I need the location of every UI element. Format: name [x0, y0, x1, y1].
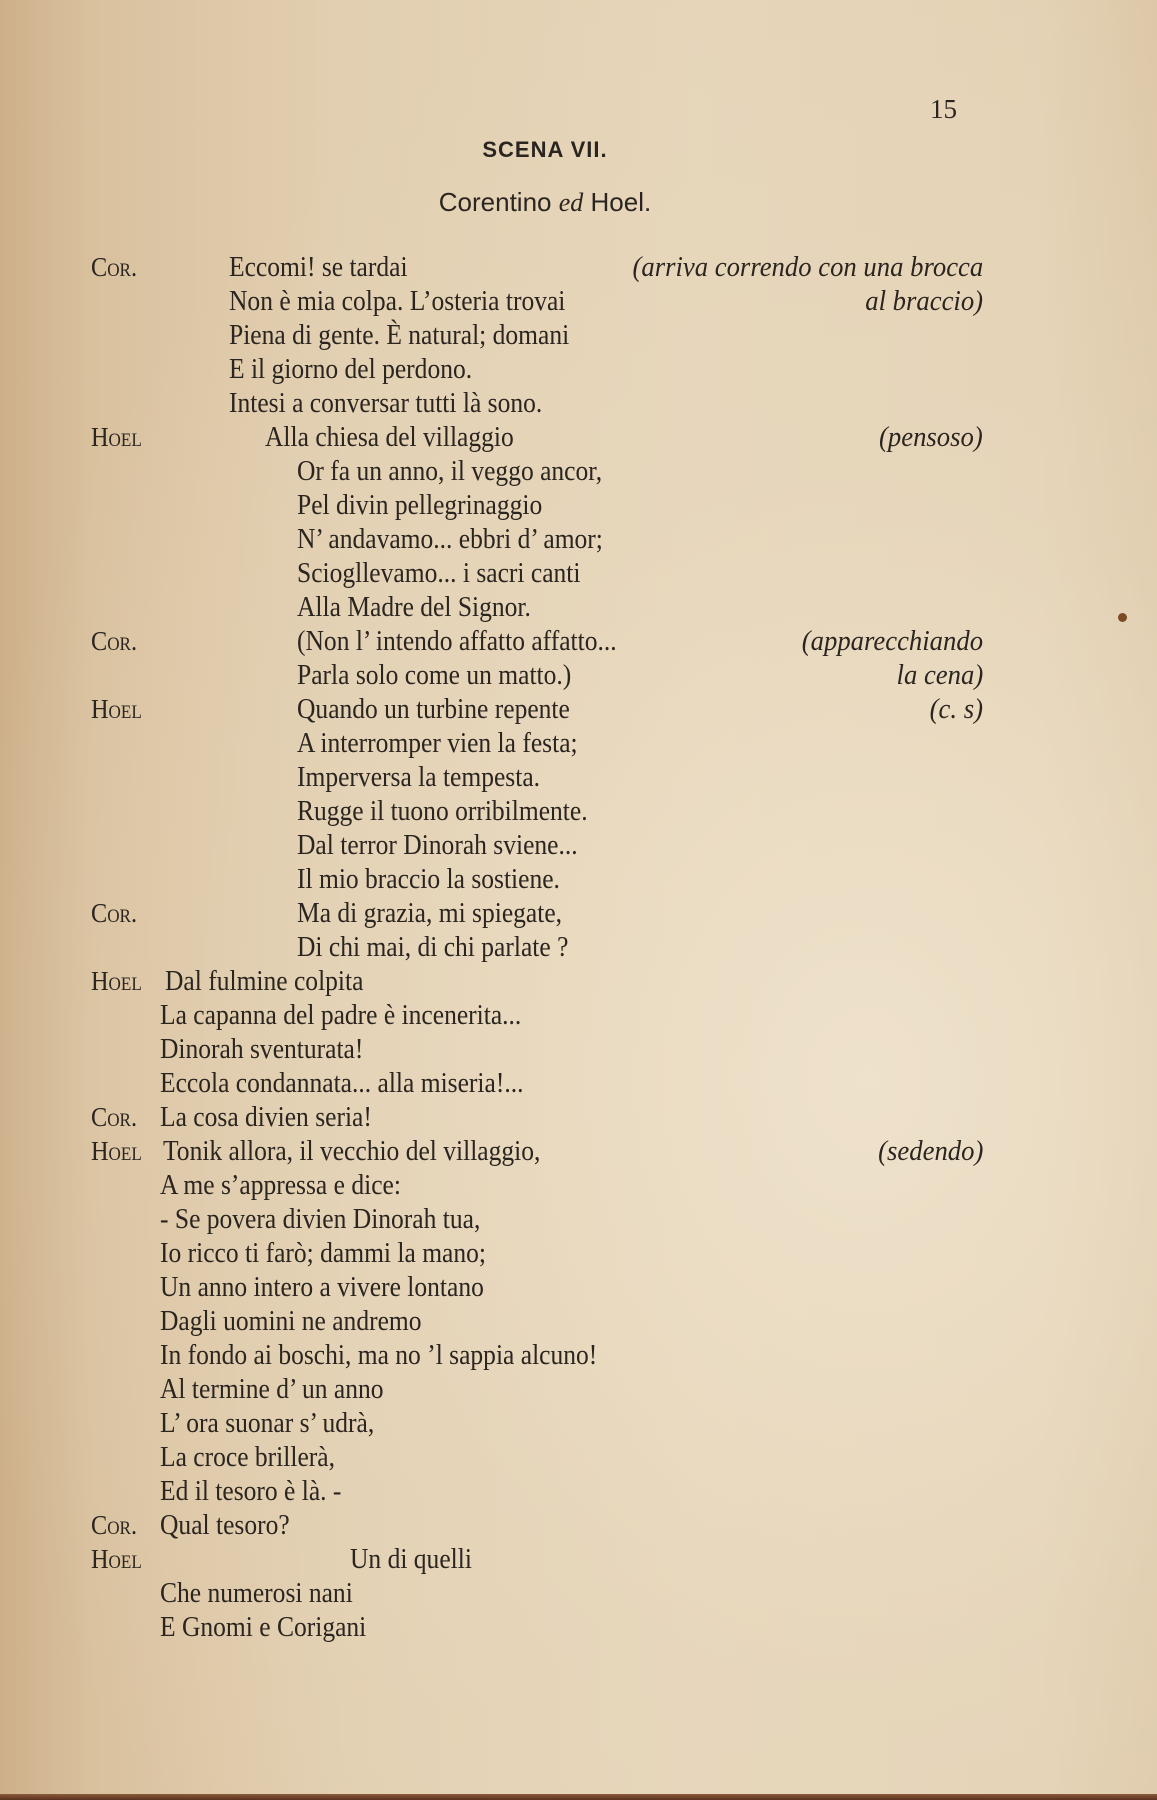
- verse-line: Di chi mai, di chi parlate ?: [297, 931, 569, 963]
- character-corentino: Corentino: [438, 187, 552, 217]
- stage-direction: la cena): [896, 659, 983, 691]
- page-number: 15: [930, 94, 957, 124]
- stage-direction: (c. s): [929, 693, 983, 725]
- stage-direction: (apparecchiando: [801, 625, 983, 657]
- speaker-label: Hoel: [91, 1544, 142, 1574]
- verse-line: Dinorah sventurata!: [160, 1033, 364, 1065]
- stage-direction: al braccio): [865, 285, 983, 317]
- verse-line: Piena di gente. È natural; domani: [229, 319, 570, 351]
- verse-line: Imperversa la tempesta.: [297, 761, 541, 793]
- speaker-label: Hoel: [91, 966, 142, 996]
- speaker-label: Cor.: [91, 252, 138, 282]
- verse-line: Rugge il tuono orribilmente.: [297, 795, 588, 827]
- character-hoel: Hoel.: [590, 187, 652, 217]
- speaker-label: Cor.: [91, 898, 138, 928]
- verse-line: L’ ora suonar s’ udrà,: [160, 1407, 375, 1439]
- stage-direction: (pensoso): [879, 421, 983, 453]
- verse-line: Un anno intero a vivere lontano: [160, 1271, 484, 1303]
- verse-line: Sciogllevamo... i sacri canti: [297, 557, 581, 589]
- verse-line: Non è mia colpa. L’osteria trovai: [229, 285, 566, 317]
- verse-line: Dagli uomini ne andremo: [160, 1305, 422, 1337]
- verse-line: E il giorno del perdono.: [229, 353, 473, 385]
- speaker-label: Hoel: [91, 694, 142, 724]
- verse-line: N’ andavamo... ebbri d’ amor;: [297, 523, 603, 555]
- verse-line: Dal terror Dinorah sviene...: [297, 829, 578, 861]
- verse-line: Il mio braccio la sostiene.: [297, 863, 560, 895]
- verse-line: Pel divin pellegrinaggio: [297, 489, 543, 521]
- verse-line: Qual tesoro?: [160, 1509, 290, 1541]
- verse-line: Al termine d’ un anno: [160, 1373, 384, 1405]
- speaker-label: Hoel: [91, 422, 142, 452]
- speaker-label: Cor.: [91, 626, 138, 656]
- verse-line: Che numerosi nani: [160, 1577, 353, 1609]
- scene-characters: [0, 187, 1090, 218]
- verse-line: La cosa divien seria!: [160, 1101, 372, 1133]
- verse-line: (Non l’ intendo affatto affatto...: [297, 625, 617, 657]
- verse-line: Ma di grazia, mi spiegate,: [297, 897, 563, 929]
- characters-conjunction: ed: [558, 188, 584, 217]
- scene-title: SCENA VII.: [482, 137, 608, 162]
- verse-line: Ed il tesoro è là. -: [160, 1475, 342, 1507]
- verse-line: Parla solo come un matto.): [297, 659, 572, 691]
- verse-line: A me s’appressa e dice:: [160, 1169, 401, 1201]
- speaker-label: Hoel: [91, 1136, 142, 1166]
- verse-line: Tonik allora, il vecchio del villaggio,: [163, 1135, 541, 1167]
- verse-line: Dal fulmine colpita: [165, 965, 364, 997]
- verse-line: Quando un turbine repente: [297, 693, 570, 725]
- verse-line: A interromper vien la festa;: [297, 727, 578, 759]
- verse-line: Eccola condannata... alla miseria!...: [160, 1067, 524, 1099]
- speaker-label: Cor.: [91, 1102, 138, 1132]
- stage-direction: (arriva correndo con una brocca: [632, 251, 983, 283]
- stage-direction: (sedendo): [877, 1135, 983, 1167]
- verse-line: In fondo ai boschi, ma no ’l sappia alcuno!: [160, 1339, 598, 1371]
- verse-line: - Se povera divien Dinorah tua,: [160, 1203, 481, 1235]
- verse-line: E Gnomi e Corigani: [160, 1611, 367, 1643]
- verse-line: Or fa un anno, il veggo ancor,: [297, 455, 603, 487]
- verse-line: Un di quelli: [350, 1543, 472, 1575]
- verse-line: Io ricco ti farò; dammi la mano;: [160, 1237, 486, 1269]
- verse-line: Intesi a conversar tutti là sono.: [229, 387, 543, 419]
- speaker-label: Cor.: [91, 1510, 138, 1540]
- verse-line: Alla chiesa del villaggio: [265, 421, 514, 453]
- verse-line: La croce brillerà,: [160, 1441, 335, 1473]
- paper-stain: [1118, 613, 1127, 622]
- verse-line: Alla Madre del Signor.: [297, 591, 531, 623]
- verse-line: La capanna del padre è incenerita...: [160, 999, 522, 1031]
- verse-line: Eccomi! se tardai: [229, 251, 408, 283]
